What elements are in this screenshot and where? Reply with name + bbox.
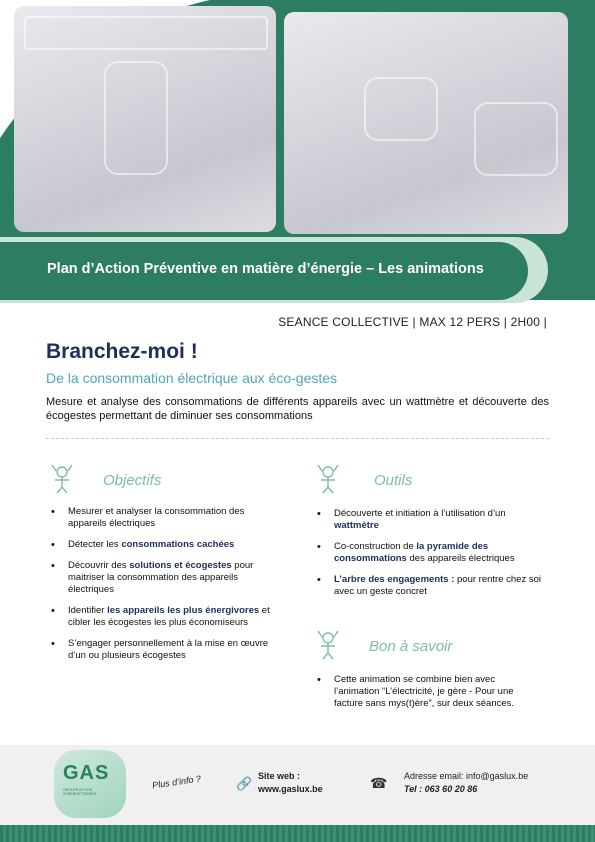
section-divider (46, 438, 549, 439)
list-item (314, 508, 549, 532)
item-text: S’engager personnellement à la mise en œuvre d’un ou plusieurs écogestes (68, 638, 269, 661)
shelf-outline (24, 16, 268, 50)
list-item (314, 574, 549, 598)
objectifs-title: Objectifs (103, 472, 162, 489)
highlight-text: la pyramide des consommations (334, 541, 489, 564)
highlight-text: les appareils les plus énergivores (107, 605, 260, 616)
item-text: Co-construction de (334, 541, 417, 552)
page-title: Branchez-moi ! (46, 340, 198, 363)
photo-wattmeter (284, 12, 568, 234)
plus-info-label: Plus d’info ? (151, 773, 202, 791)
bon-a-savoir-title: Bon à savoir (369, 638, 453, 655)
appliance-outline (364, 77, 438, 141)
page-subtitle: De la consommation électrique aux éco-gestes (46, 370, 338, 386)
gas-logo-text: GAS (63, 762, 110, 784)
list-item (48, 638, 283, 662)
outils-list (314, 508, 549, 607)
objectifs-list (48, 506, 283, 671)
list-item (48, 605, 283, 629)
figure-icon (313, 462, 343, 494)
item-text: pour rentre chez soi avec un geste concret (334, 574, 541, 597)
footer-strip (0, 825, 595, 842)
tel-line: Tel : 063 60 20 86 (404, 784, 478, 794)
list-item (314, 674, 536, 710)
photo-kettle (14, 6, 276, 232)
session-info: SEANCE COLLECTIVE | MAX 12 PERS | 2H00 | (278, 315, 547, 329)
kettle-outline (104, 61, 168, 175)
figure-icon (313, 628, 343, 660)
bon-a-savoir-list (314, 674, 536, 719)
gas-logo-subtext: GROUPE ACTION SURENDETTEMENT (63, 788, 97, 796)
item-text: pour maitriser la consommation des appareils électriques (68, 560, 254, 595)
highlight-text: solutions et écogestes (129, 560, 232, 571)
figure-icon (47, 462, 77, 494)
item-text: et cibler les écogestes les plus économiseurs (68, 605, 270, 628)
item-text: Détecter les (68, 539, 122, 550)
email-line[interactable]: Adresse email: info@gaslux.be (404, 771, 529, 781)
wattmeter-outline (474, 102, 558, 176)
highlight-text: wattmètre (334, 520, 379, 531)
list-item (48, 506, 283, 530)
list-item (48, 539, 283, 551)
intro-text: Mesure et analyse des consommations de différents appareils avec un wattmètre et découverte des écogestes permettant de diminuer ses consommations (46, 396, 549, 422)
list-item (314, 541, 549, 565)
item-text: des appareils électriques (406, 553, 515, 564)
link-icon: 🔗 (236, 776, 253, 791)
item-text: Identifier (68, 605, 108, 616)
highlight-text: L’arbre des engagements : (334, 574, 455, 585)
outils-title: Outils (374, 472, 413, 489)
list-item (48, 560, 283, 596)
item-text: Cette animation se combine bien avec l’animation “L’électricité, je gère - Pour une facture sans mys(t)ère”, sur deux séances. (334, 674, 515, 709)
item-text: Mesurer et analyser la consommation des appareils électriques (68, 506, 245, 529)
phone-icon: ☎ (370, 775, 388, 791)
banner-title: Plan d’Action Préventive en matière d’énergie – Les animations (47, 261, 484, 277)
item-text: Découverte et initiation à l’utilisation d’un (334, 508, 506, 519)
site-link[interactable]: www.gaslux.be (258, 784, 323, 794)
site-label: Site web : (258, 771, 301, 781)
highlight-text: consommations cachées (121, 539, 235, 550)
item-text: Découvrir des (68, 560, 130, 571)
